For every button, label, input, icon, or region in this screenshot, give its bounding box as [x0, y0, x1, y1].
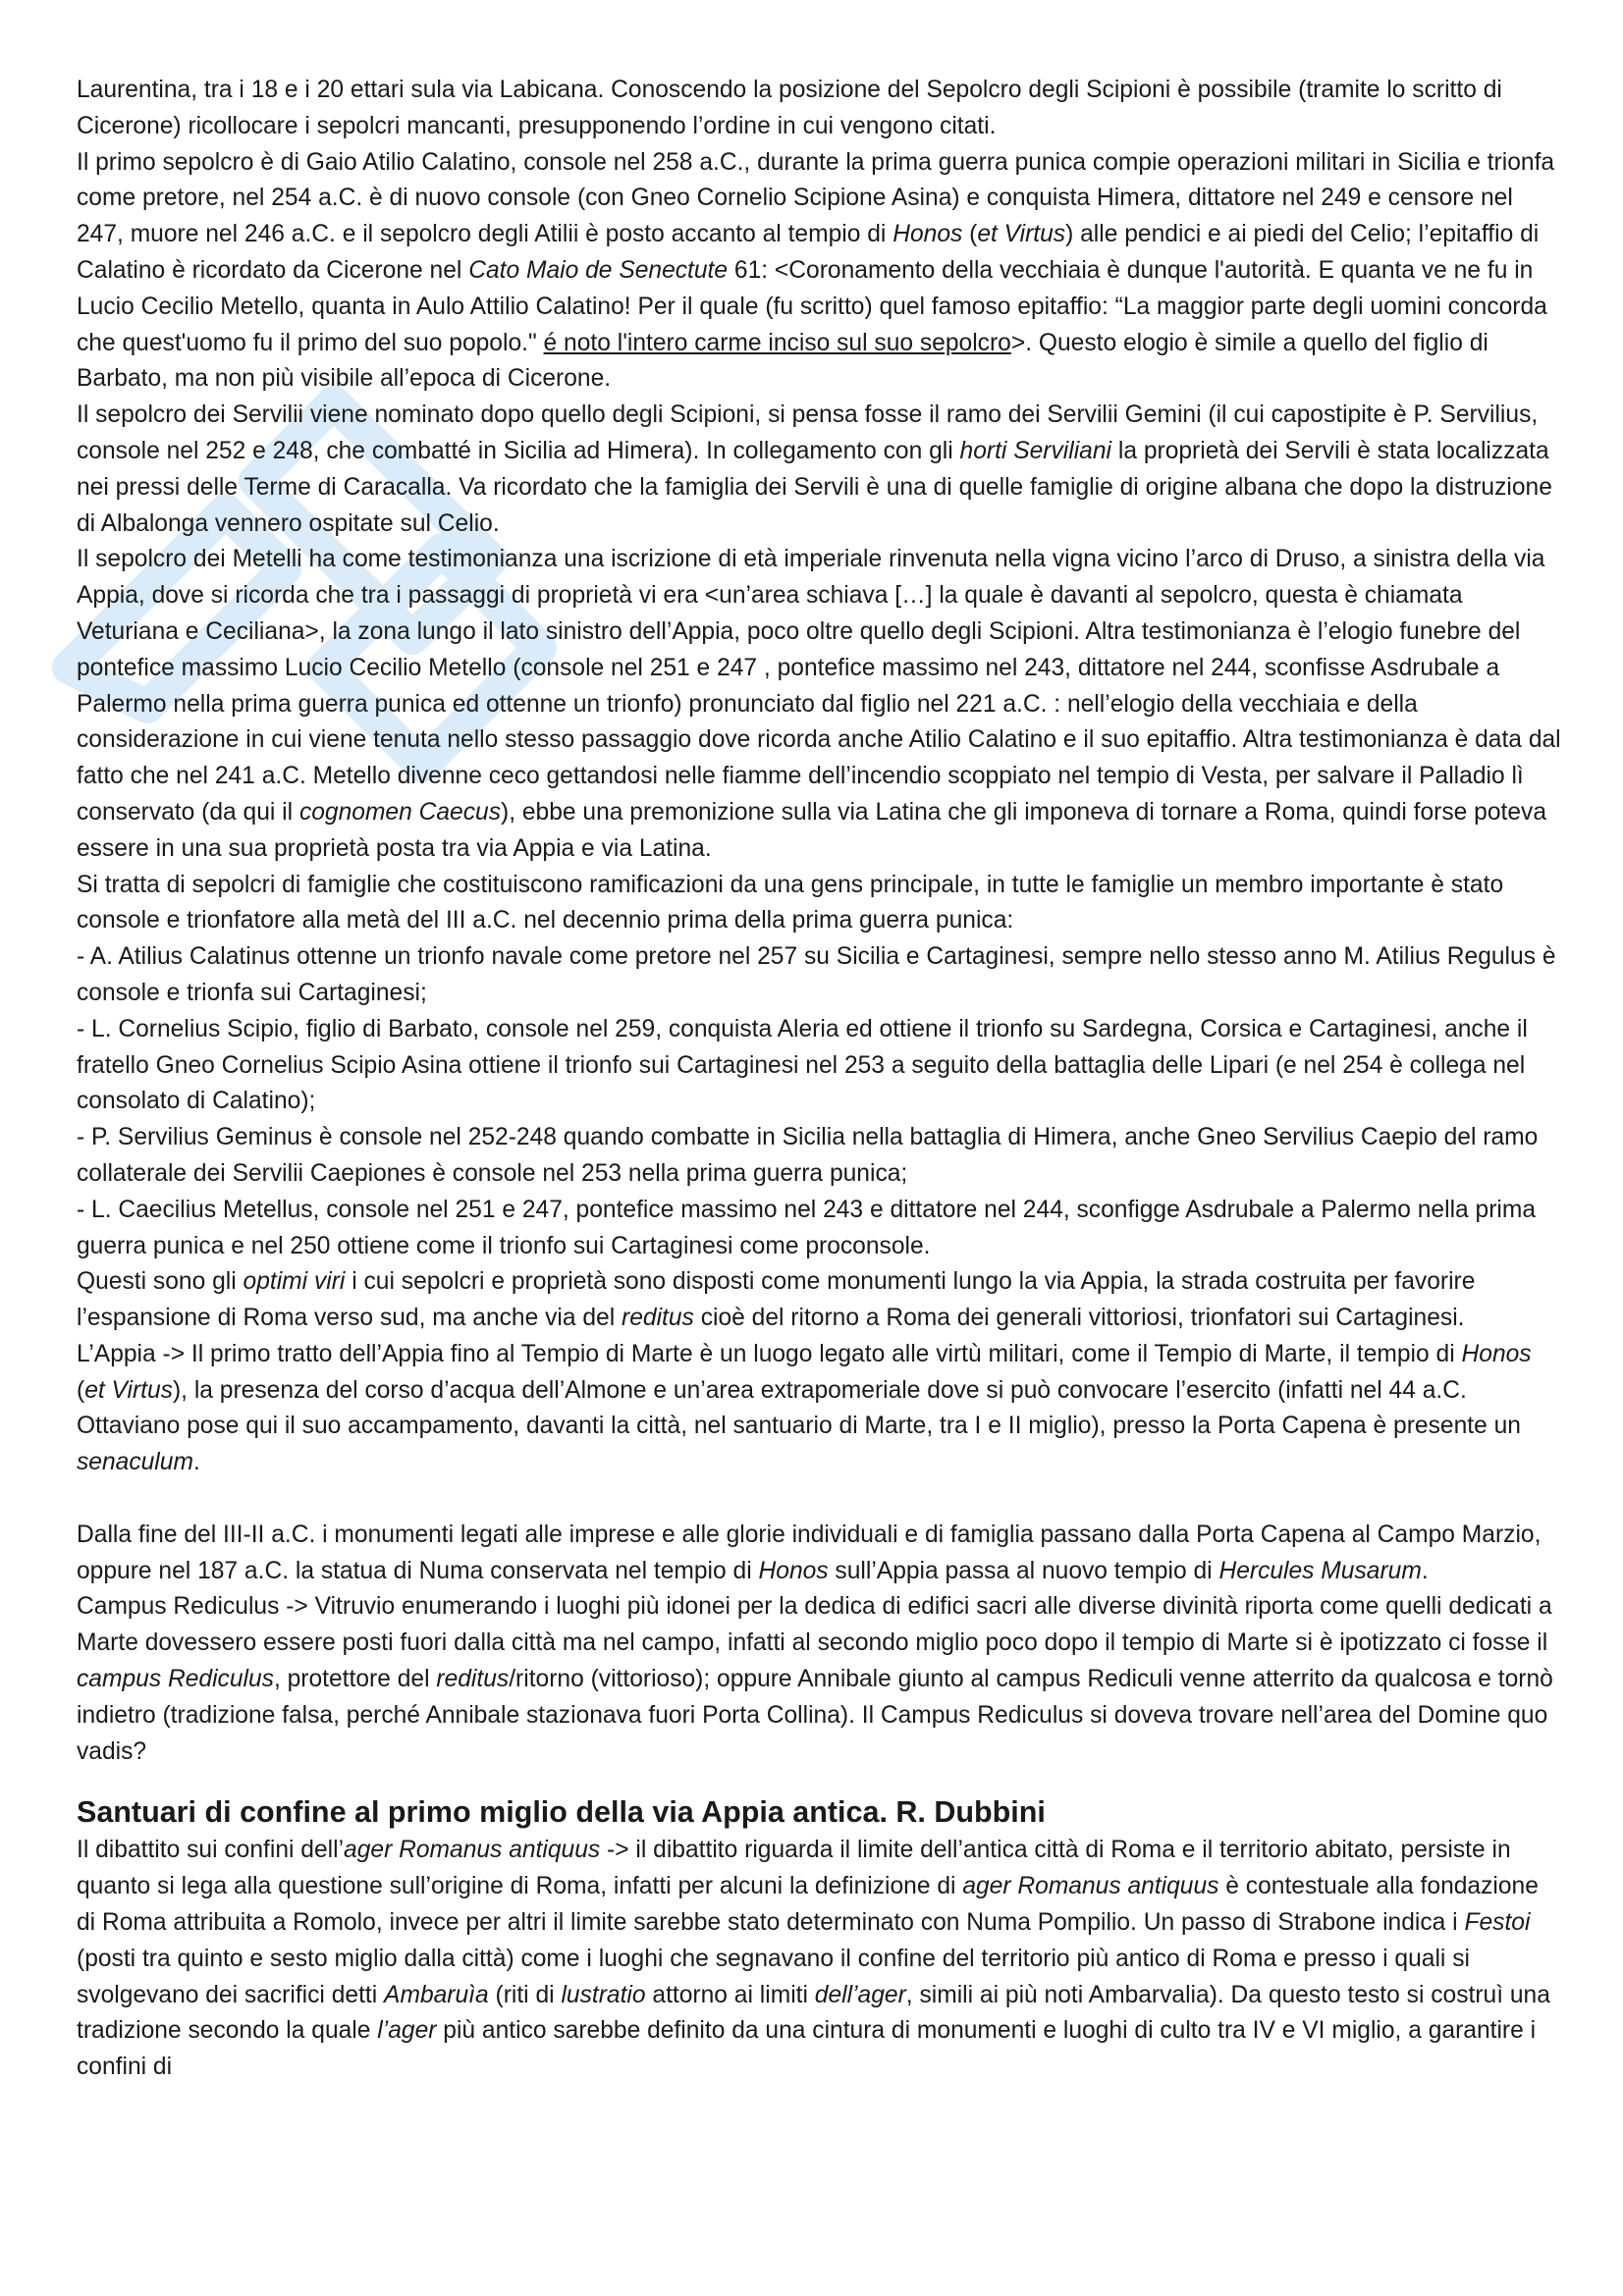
paragraph-optimi-viri: Questi sono gli optimi viri i cui sepolcri e proprietà sono disposti come monumenti lungo la via Appia, la strada costruita per favorire l’espansione di Roma verso sud, ma anche via del reditus cioè del ritorno a Roma dei generali vittoriosi, trionfatori sui Cartaginesi.	[77, 1268, 1476, 1332]
paragraph-ager-romanus: Il dibattito sui confini dell’ager Romanus antiquus -> il dibattito riguarda il limite dell’antica città di Roma e il territorio abitato, persiste in quanto si lega alla questione sull’origine di Roma, infatti per alcuni la definizione di ager Romanus antiquus è contestuale alla fondazione di Roma attribuita a Romolo, invece per altri il limite sarebbe stato determinato con Numa Pompilio. Un passo di Strabone indica i Festoi (posti tra quinto e sesto miglio dalla città) come i luoghi che segnavano il confine del territorio più antico di Roma e presso i quali si svolgevano dei sacrifici detti Ambaruìa (riti di lustratio attorno ai limiti dell’ager, simili ai più noti Ambarvalia). Da questo testo si costruì una tradizione secondo la quale l’ager più antico sarebbe definito da una cintura di monumenti e luoghi di culto tra IV e VI miglio, a garantire i confini di	[77, 1837, 1550, 2081]
section-heading: Santuari di confine al primo miglio della via Appia antica. R. Dubbini	[77, 1795, 1046, 1830]
paragraph-porta-capena: Dalla fine del III-II a.C. i monumenti legati alle imprese e alle glorie individuali e di famiglia passano dalla Porta Capena al Campo Marzio, oppure nel 187 a.C. la statua di Numa conservata nel tempio di Honos sull’Appia passa al nuovo tempio di Hercules Musarum.	[77, 1521, 1542, 1584]
paragraph-gens-intro: Si tratta di sepolcri di famiglie che costituiscono ramificazioni da una gens principale, in tutte le famiglie un membro importante è stato console e trionfatore alla metà del III a.C. nel decennio prima della prima guerra punica:	[77, 871, 1504, 934]
paragraph-campus-rediculus: Campus Rediculus -> Vitruvio enumerando i luoghi più idonei per la dedica di edifici sacri alle diverse divinità riporta come quelli dedicati a Marte dovessero essere posti fuori dalla città ma nel campo, infatti al secondo miglio poco dopo il tempio di Marte si è ipotizzato ci fosse il campus Rediculus, protettore del reditus/ritorno (vittorioso); oppure Annibale giunto al campus Rediculi venne atterrito da qualcosa e tornò indietro (tradizione falsa, perché Annibale stazionava fuori Porta Collina). Il Campus Rediculus si doveva trovare nell’area del Domine quo vadis?	[77, 1593, 1553, 1765]
paragraph-atilio-calatino: Il primo sepolcro è di Gaio Atilio Calatino, console nel 258 a.C., durante la prima guerra punica compie operazioni militari in Sicilia e trionfa come pretore, nel 254 a.C. è di nuovo console (con Gneo Cornelio Scipione Asina) e conquista Himera, dittatore nel 249 e censore nel 247, muore nel 246 a.C. e il sepolcro degli Atilii è posto accanto al tempio di Honos (et Virtus) alle pendici e ai piedi del Celio; l’epitaffio di Calatino è ricordato da Cicerone nel Cato Maio de Senectute 61: <Coronamento della vecchiaia è dunque l'autorità. E quanta ve ne fu in Lucio Cecilio Metello, quanta in Aulo Attilio Calatino! Per il quale (fu scritto) quel famoso epitaffio: “La maggior parte degli uomini concorda che quest'uomo fu il primo del suo popolo." é noto l'intero carme inciso sul suo sepolcro>. Questo elogio è simile a quello del figlio di Barbato, ma non più visibile all’epoca di Cicerone.	[77, 148, 1555, 393]
paragraph-appia: L’Appia -> Il primo tratto dell’Appia fino al Tempio di Marte è un luogo legato alle virtù militari, come il Tempio di Marte, il tempio di Honos (et Virtus), la presenza del corso d’acqua dell’Almone e un’area extrapomeriale dove si può convocare l’esercito (infatti nel 44 a.C. Ottaviano pose qui il suo accampamento, davanti la città, nel santuario di Marte, tra I e II miglio), presso la Porta Capena è presente un senaculum.	[77, 1340, 1532, 1476]
paragraph-metelli: Il sepolcro dei Metelli ha come testimonianza una iscrizione di età imperiale rinvenuta nella vigna vicino l’arco di Druso, a sinistra della via Appia, dove si ricorda che tra i passaggi di proprietà vi era <un’area schiava […] la quale è davanti al sepolcro, questa è chiamata Veturiana e Ceciliana>, la zona lungo il lato sinistro dell’Appia, poco oltre quello degli Scipioni. Altra testimonianza è l’elogio funebre del pontefice massimo Lucio Cecilio Metello (console nel 251 e 247 , pontefice massimo nel 243, dittatore nel 244, sconfisse Asdrubale a Palermo nella prima guerra punica ed ottenne un trionfo) pronunciato dal figlio nel 221 a.C. : nell’elogio della vecchiaia e della considerazione in cui viene tenuta nello stesso passaggio dove ricorda anche Atilio Calatino e il suo epitaffio. Altra testimonianza è data dal fatto che nel 241 a.C. Metello divenne ceco gettandosi nelle fiamme dell’incendio scoppiato nel tempio di Vesta, per salvare il Palladio lì conservato (da qui il cognomen Caecus), ebbe una premonizione sulla via Latina che gli imponeva di tornare a Roma, quindi forse poteva essere in una sua proprietà posta tra via Appia e via Latina.	[77, 546, 1561, 862]
list-item: - L. Cornelius Scipio, figlio di Barbato, console nel 259, conquista Aleria ed ottiene il trionfo su Sardegna, Corsica e Cartaginesi, anche il fratello Gneo Cornelius Scipio Asina ottiene il trionfo sui Cartaginesi nel 253 a seguito della battaglia delle Lipari (e nel 254 è collega nel consolato di Calatino);	[77, 1015, 1528, 1115]
document-body	[77, 73, 1561, 2086]
paragraph-servilii: Il sepolcro dei Servilii viene nominato dopo quello degli Scipioni, si pensa fosse il ramo dei Servilii Gemini (il cui capostipite è P. Servilius, console nel 252 e 248, che combatté in Sicilia ad Himera). In collegamento con gli horti Serviliani la proprietà dei Servili è stata localizzata nei pressi delle Terme di Caracalla. Va ricordato che la famiglia dei Servili è una di quelle famiglie di origine albana che dopo la distruzione di Albalonga vennero ospitate sul Celio.	[77, 401, 1552, 537]
list-item: - A. Atilius Calatinus ottenne un trionfo navale come pretore nel 257 su Sicilia e Cartaginesi, sempre nello stesso anno M. Atilius Regulus è console e trionfa sui Cartaginesi;	[77, 943, 1556, 1006]
list-item: - P. Servilius Geminus è console nel 252-248 quando combatte in Sicilia nella battaglia di Himera, anche Gneo Servilius Caepio del ramo collaterale dei Servilii Caepiones è console nel 253 nella prima guerra punica;	[77, 1124, 1539, 1187]
paragraph-laurentina: Laurentina, tra i 18 e i 20 ettari sula via Labicana. Conoscendo la posizione del Sepolcro degli Scipioni è possibile (tramite lo scritto di Cicerone) ricollocare i sepolcri mancanti, presupponendo l’ordine in cui vengono citati.	[77, 77, 1502, 139]
list-item: - L. Caecilius Metellus, console nel 251 e 247, pontefice massimo nel 243 e dittatore nel 244, sconfigge Asdrubale a Palermo nella prima guerra punica e nel 250 ottiene come il trionfo sui Cartaginesi come proconsole.	[77, 1196, 1537, 1259]
